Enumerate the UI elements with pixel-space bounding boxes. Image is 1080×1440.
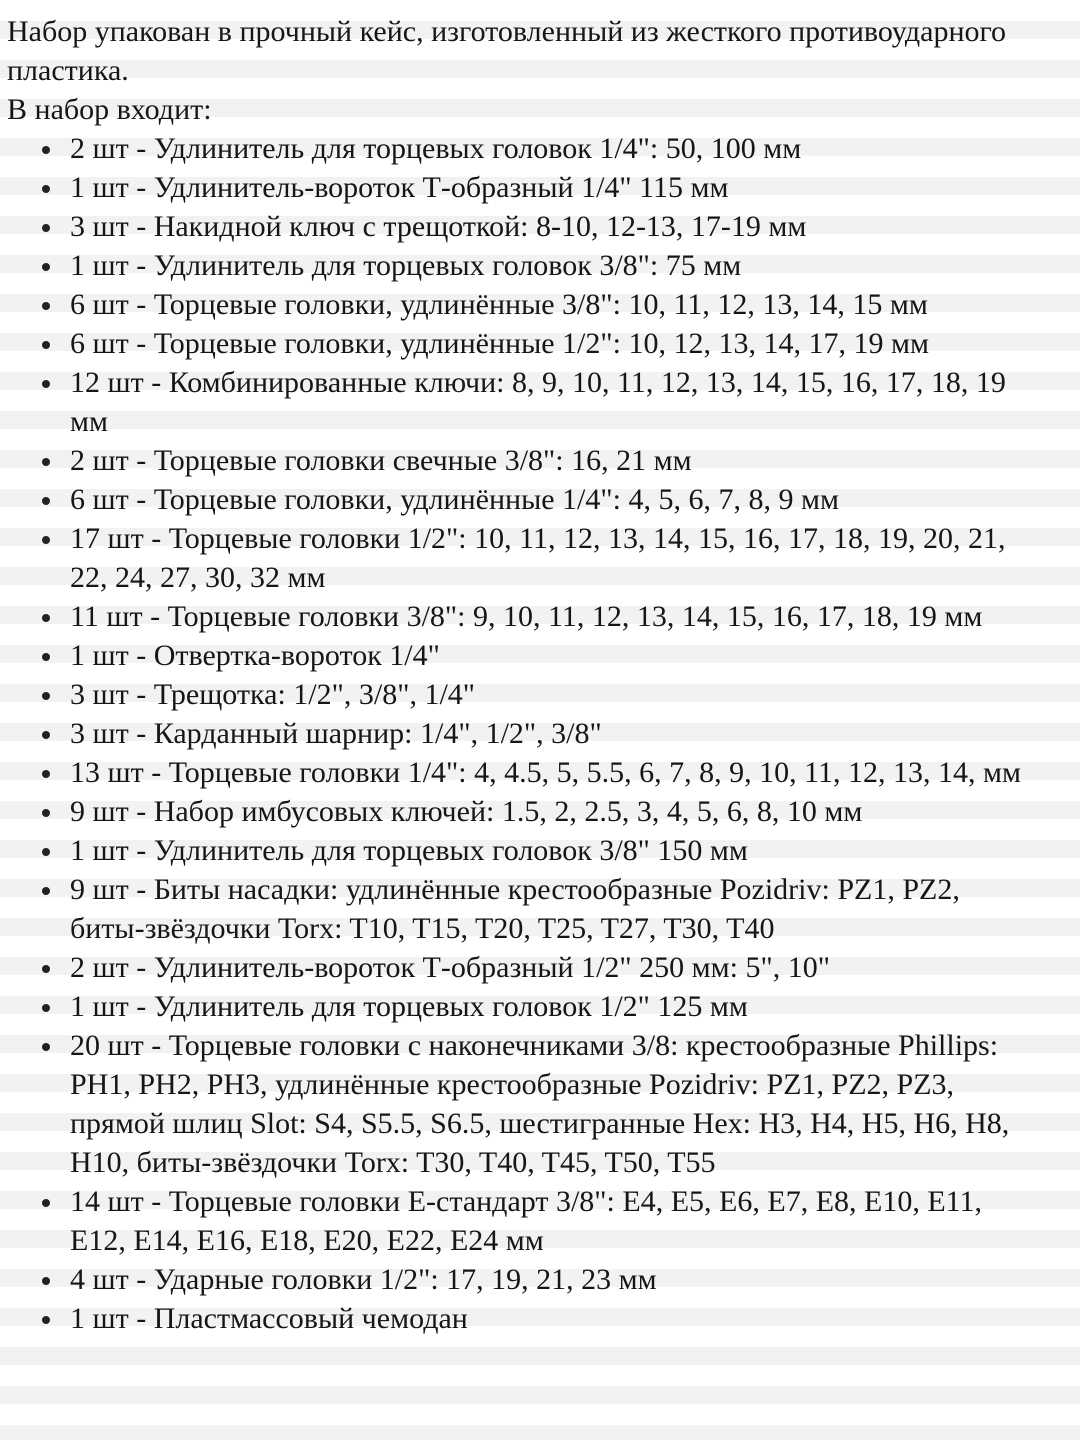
list-item [7,792,1068,831]
list-item [7,1260,1068,1299]
bullet-icon [40,753,70,778]
list-item-text: 12 шт - Комбинированные ключи: 8, 9, 10, 11, 12, 13, 14, 15, 16, 17, 18, 19 мм [70,366,1006,438]
list-item [7,675,1068,714]
list-item [7,753,1068,792]
list-item [7,1182,1068,1260]
bullet-icon [40,363,70,388]
bullet-icon [40,636,70,661]
bullet-icon [40,168,70,193]
intro-paragraph: Набор упакован в прочный кейс, изготовленный из жесткого противоударного пластика. [7,15,1007,87]
bullet-icon [40,1260,70,1285]
list-item [7,987,1068,1026]
list-item [7,324,1068,363]
list-item [7,831,1068,870]
list-item [7,597,1068,636]
list-item-text: 1 шт - Отвертка-вороток 1/4" [70,639,440,672]
list-item [7,1026,1068,1182]
list-item [7,168,1068,207]
list-item [7,480,1068,519]
list-item-text: 20 шт - Торцевые головки с наконечниками 3/8: крестообразные Phillips: PH1, PH2, PH3, удлинённые крестообразные Pozidriv: PZ1, PZ2, PZ3, прямой шлиц Slot: S4, S5.5, S6.5, шестигранные Hex: H3, H4, H5, H6, H8, H10, биты-звёздочки Torx: T30, T40, T45, T50, T55 [70,1029,1010,1179]
list-item [7,948,1068,987]
bullet-icon [40,441,70,466]
list-item-text: 6 шт - Торцевые головки, удлинённые 3/8": 10, 11, 12, 13, 14, 15 мм [70,288,928,321]
bullet-icon [40,1299,70,1324]
list-item [7,285,1068,324]
bullet-icon [40,792,70,817]
bullet-icon [40,285,70,310]
list-item-text: 4 шт - Ударные головки 1/2": 17, 19, 21, 23 мм [70,1263,657,1296]
list-item-text: 14 шт - Торцевые головки Е-стандарт 3/8": E4, E5, E6, E7, E8, E10, E11, E12, E14, E16, E18, E20, E22, E24 мм [70,1185,983,1257]
bullet-icon [40,675,70,700]
list-item-text: 1 шт - Удлинитель для торцевых головок 1/2" 125 мм [70,990,748,1023]
list-item [7,636,1068,675]
list-item [7,129,1068,168]
list-item-text: 13 шт - Торцевые головки 1/4": 4, 4.5, 5, 5.5, 6, 7, 8, 9, 10, 11, 12, 13, 14, мм [70,756,1021,789]
list-item-text: 11 шт - Торцевые головки 3/8": 9, 10, 11, 12, 13, 14, 15, 16, 17, 18, 19 мм [70,600,983,633]
list-item [7,519,1068,597]
list-item-text: 2 шт - Удлинитель для торцевых головок 1/4": 50, 100 мм [70,132,802,165]
bullet-icon [40,246,70,271]
kit-contents-list [7,129,1068,1338]
bullet-icon [40,519,70,544]
list-item-text: 3 шт - Трещотка: 1/2", 3/8", 1/4" [70,678,476,711]
list-item-text: 2 шт - Торцевые головки свечные 3/8": 16, 21 мм [70,444,692,477]
list-item-text: 1 шт - Удлинитель для торцевых головок 3/8" 150 мм [70,834,748,867]
list-heading: В набор входит: [7,93,212,126]
list-item [7,870,1068,948]
bullet-icon [40,1026,70,1051]
list-item [7,246,1068,285]
bullet-icon [40,324,70,349]
bullet-icon [40,480,70,505]
bullet-icon [40,831,70,856]
list-item [7,714,1068,753]
list-item-text: 3 шт - Карданный шарнир: 1/4", 1/2", 3/8" [70,717,602,750]
list-item-text: 6 шт - Торцевые головки, удлинённые 1/2": 10, 12, 13, 14, 17, 19 мм [70,327,929,360]
list-item-text: 17 шт - Торцевые головки 1/2": 10, 11, 12, 13, 14, 15, 16, 17, 18, 19, 20, 21, 22, 24, 27, 30, 32 мм [70,522,1006,594]
list-item [7,363,1068,441]
list-item [7,441,1068,480]
list-item-text: 6 шт - Торцевые головки, удлинённые 1/4": 4, 5, 6, 7, 8, 9 мм [70,483,839,516]
bullet-icon [40,597,70,622]
bullet-icon [40,714,70,739]
bullet-icon [40,207,70,232]
bullet-icon [40,948,70,973]
list-item-text: 3 шт - Накидной ключ с трещоткой: 8-10, 12-13, 17-19 мм [70,210,807,243]
list-item [7,207,1068,246]
list-item [7,1299,1068,1338]
list-item-text: 1 шт - Удлинитель для торцевых головок 3/8": 75 мм [70,249,742,282]
bullet-icon [40,1182,70,1207]
intro-section [7,12,1068,129]
list-item-text: 1 шт - Удлинитель-вороток Т-образный 1/4" 115 мм [70,171,729,204]
list-item-text: 2 шт - Удлинитель-вороток Т-образный 1/2" 250 мм: 5", 10" [70,951,830,984]
bullet-icon [40,129,70,154]
list-item-text: 1 шт - Пластмассовый чемодан [70,1302,468,1335]
bullet-icon [40,870,70,895]
list-item-text: 9 шт - Набор имбусовых ключей: 1.5, 2, 2.5, 3, 4, 5, 6, 8, 10 мм [70,795,863,828]
bullet-icon [40,987,70,1012]
list-item-text: 9 шт - Биты насадки: удлинённые крестообразные Pozidriv: PZ1, PZ2, биты-звёздочки Torx: T10, T15, T20, T25, T27, T30, T40 [70,873,960,945]
